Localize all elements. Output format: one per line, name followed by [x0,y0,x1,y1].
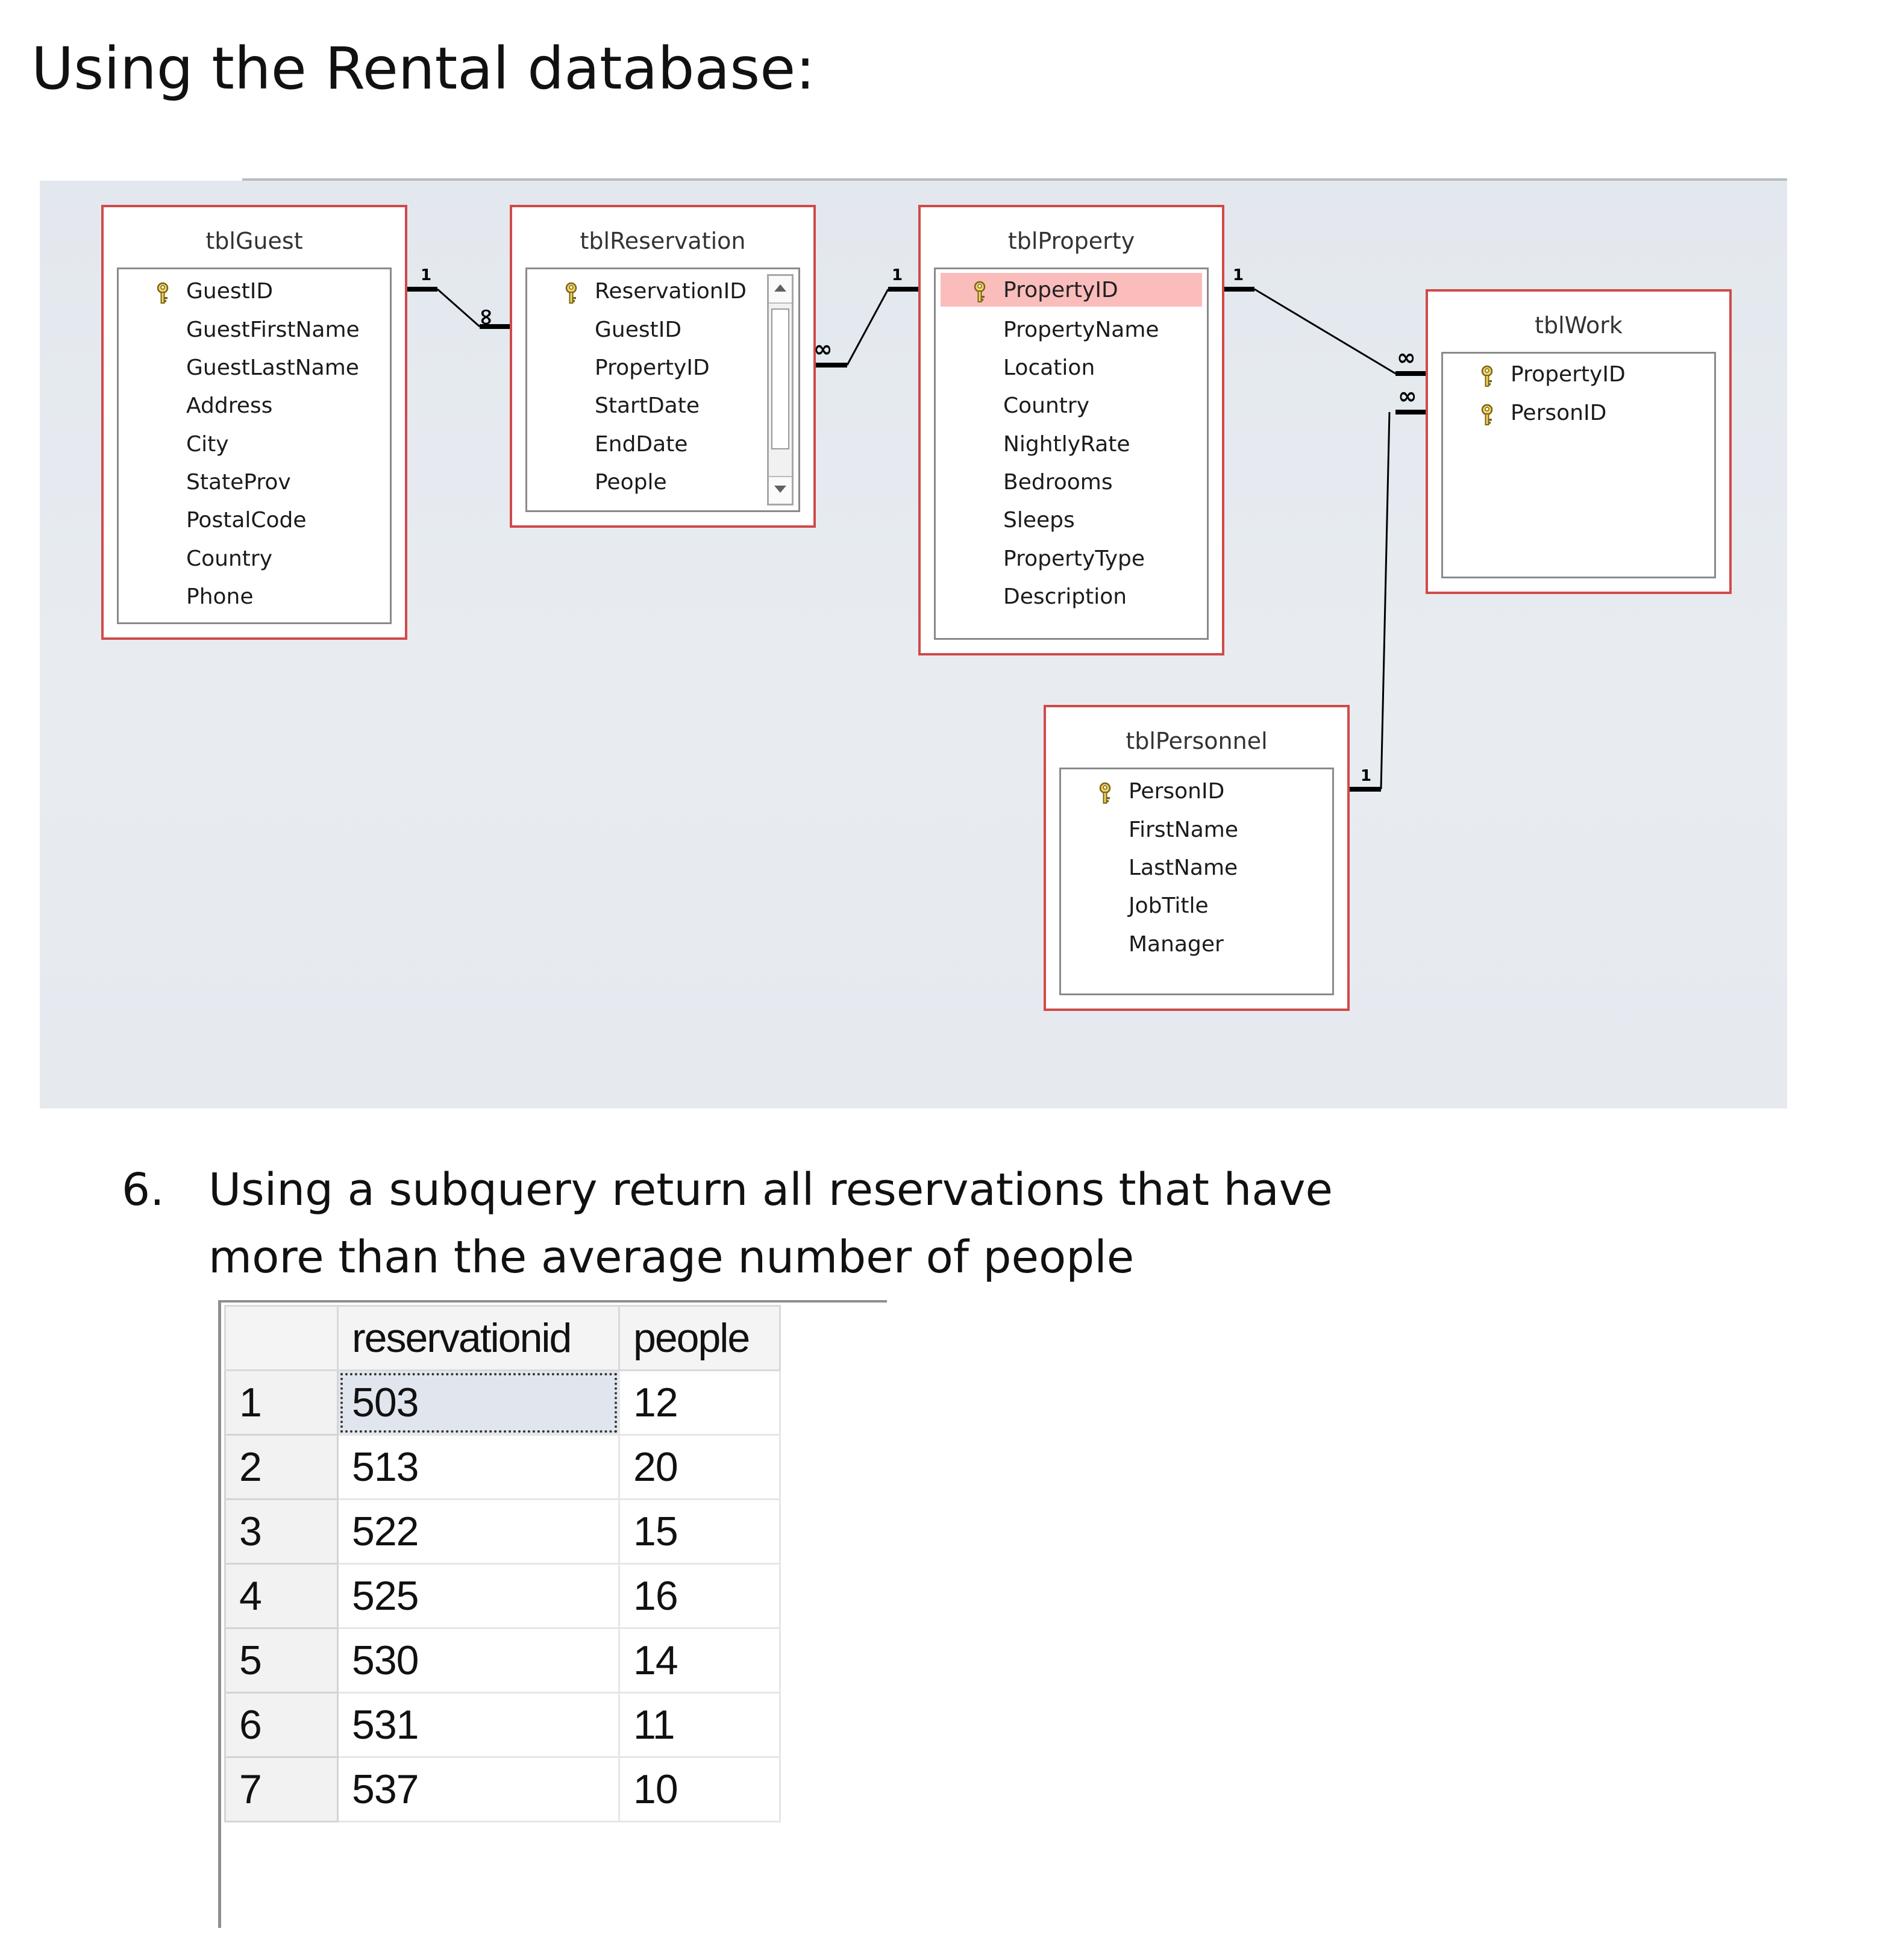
grid-left-border [218,1300,221,1928]
primary-key-icon [154,281,172,305]
field-propertyid[interactable]: PropertyID [1443,357,1714,391]
table-row[interactable] [225,1371,780,1435]
cell-reservationid[interactable]: 513 [338,1435,619,1500]
field-firstname[interactable]: FirstName [1129,818,1238,842]
field-country[interactable]: Country [1003,393,1090,418]
field-reservationid[interactable]: ReservationID [527,274,798,308]
cell-reservationid[interactable]: 531 [338,1693,619,1757]
cell-people[interactable]: 11 [619,1693,780,1757]
table-title: tblProperty [1007,228,1135,254]
table-tblwork[interactable] [1426,289,1732,594]
field-stateprov[interactable]: StateProv [186,470,291,495]
field-lastname[interactable]: LastName [1129,855,1238,880]
field-personid[interactable]: PersonID [1061,774,1332,808]
field-personid[interactable]: PersonID [1443,396,1714,430]
primary-key-icon [1096,781,1114,805]
scroll-up-icon [769,276,792,300]
cardinality-many-label: ∞ [813,336,833,362]
cell-reservationid[interactable]: 522 [338,1500,619,1564]
cell-people[interactable]: 14 [619,1628,780,1693]
question-text-line-2: more than the average number of people [208,1231,1135,1283]
select-all-corner[interactable] [225,1306,338,1371]
table-row[interactable] [225,1628,780,1693]
table-row[interactable] [225,1693,780,1757]
table-row[interactable] [225,1435,780,1500]
primary-key-icon [1478,364,1496,389]
field-postalcode[interactable]: PostalCode [186,508,307,533]
field-list-scrollbar[interactable] [767,274,794,505]
table-row[interactable] [225,1757,780,1822]
cardinality-many-label: ∞ [1398,383,1417,409]
cell-reservationid[interactable]: 530 [338,1628,619,1693]
cardinality-many-label: ∞ [472,307,498,327]
results-grid[interactable] [224,1305,781,1822]
question-number: 6. [122,1164,164,1216]
field-guestid[interactable]: GuestID [595,317,682,342]
table-row[interactable] [225,1564,780,1628]
row-number[interactable]: 2 [225,1435,338,1500]
field-propertyid-selected[interactable]: PropertyID [941,273,1202,307]
cell-reservationid[interactable]: 525 [338,1564,619,1628]
cardinality-one-label: 1 [421,266,432,284]
cardinality-many-label: ∞ [1397,344,1416,371]
field-jobtitle[interactable]: JobTitle [1129,893,1209,918]
field-guestfirstname[interactable]: GuestFirstName [186,317,360,342]
table-title: tblWork [1535,312,1623,339]
table-title: tblPersonnel [1126,728,1268,754]
field-list [934,267,1209,640]
row-number[interactable]: 5 [225,1628,338,1693]
primary-key-icon [971,280,989,304]
table-title: tblGuest [205,228,303,254]
canvas-top-border [242,178,1787,181]
field-startdate[interactable]: StartDate [595,393,700,418]
results-table [224,1305,781,1822]
scroll-up-button[interactable] [769,276,792,304]
header-row [225,1306,780,1371]
field-sleeps[interactable]: Sleeps [1003,508,1075,533]
field-nightlyrate[interactable]: NightlyRate [1003,432,1130,457]
table-row[interactable] [225,1500,780,1564]
cell-people[interactable]: 15 [619,1500,780,1564]
table-title: tblReservation [580,228,746,254]
primary-key-icon [562,281,580,305]
row-number[interactable]: 3 [225,1500,338,1564]
field-propertyname[interactable]: PropertyName [1003,317,1159,342]
field-country[interactable]: Country [186,546,273,571]
field-list [1059,768,1334,995]
column-header-reservationid[interactable]: reservationid [338,1306,619,1371]
field-guestlastname[interactable]: GuestLastName [186,355,359,380]
field-guestid[interactable]: GuestID [119,274,390,308]
cardinality-one-label: 1 [1233,266,1244,284]
grid-top-border [218,1300,887,1303]
field-description[interactable]: Description [1003,584,1127,609]
field-list [117,267,392,624]
question-text-line-1: Using a subquery return all reservations that have [208,1164,1333,1216]
table-tblreservation[interactable] [510,205,816,528]
primary-key-icon [1478,403,1496,427]
row-number[interactable]: 7 [225,1757,338,1822]
table-tblguest[interactable] [101,205,407,640]
scroll-down-icon [769,477,792,501]
row-number[interactable]: 1 [225,1371,338,1435]
table-tblproperty[interactable] [918,205,1224,655]
scroll-thumb[interactable] [771,308,789,449]
cell-reservationid-active[interactable]: 503 [338,1371,619,1435]
field-people[interactable]: People [595,470,667,495]
field-phone[interactable]: Phone [186,584,254,609]
row-number[interactable]: 4 [225,1564,338,1628]
column-header-people[interactable]: people [619,1306,780,1371]
field-enddate[interactable]: EndDate [595,432,688,457]
table-tblpersonnel[interactable] [1044,705,1350,1011]
field-list [1441,352,1716,578]
cardinality-one-label: 1 [1361,767,1372,785]
cell-people[interactable]: 20 [619,1435,780,1500]
cell-people[interactable]: 10 [619,1757,780,1822]
cell-people[interactable]: 12 [619,1371,780,1435]
field-propertytype[interactable]: PropertyType [1003,546,1145,571]
row-number[interactable]: 6 [225,1693,338,1757]
field-location[interactable]: Location [1003,355,1095,380]
field-list [525,267,800,512]
field-address[interactable]: Address [186,393,273,418]
cell-people[interactable]: 16 [619,1564,780,1628]
page-heading: Using the Rental database: [31,35,815,102]
cell-reservationid[interactable]: 537 [338,1757,619,1822]
cardinality-one-label: 1 [892,266,903,284]
field-propertyid[interactable]: PropertyID [595,355,710,380]
field-manager[interactable]: Manager [1129,932,1224,957]
field-city[interactable]: City [186,432,229,457]
field-bedrooms[interactable]: Bedrooms [1003,470,1113,495]
scroll-down-button[interactable] [769,476,792,504]
